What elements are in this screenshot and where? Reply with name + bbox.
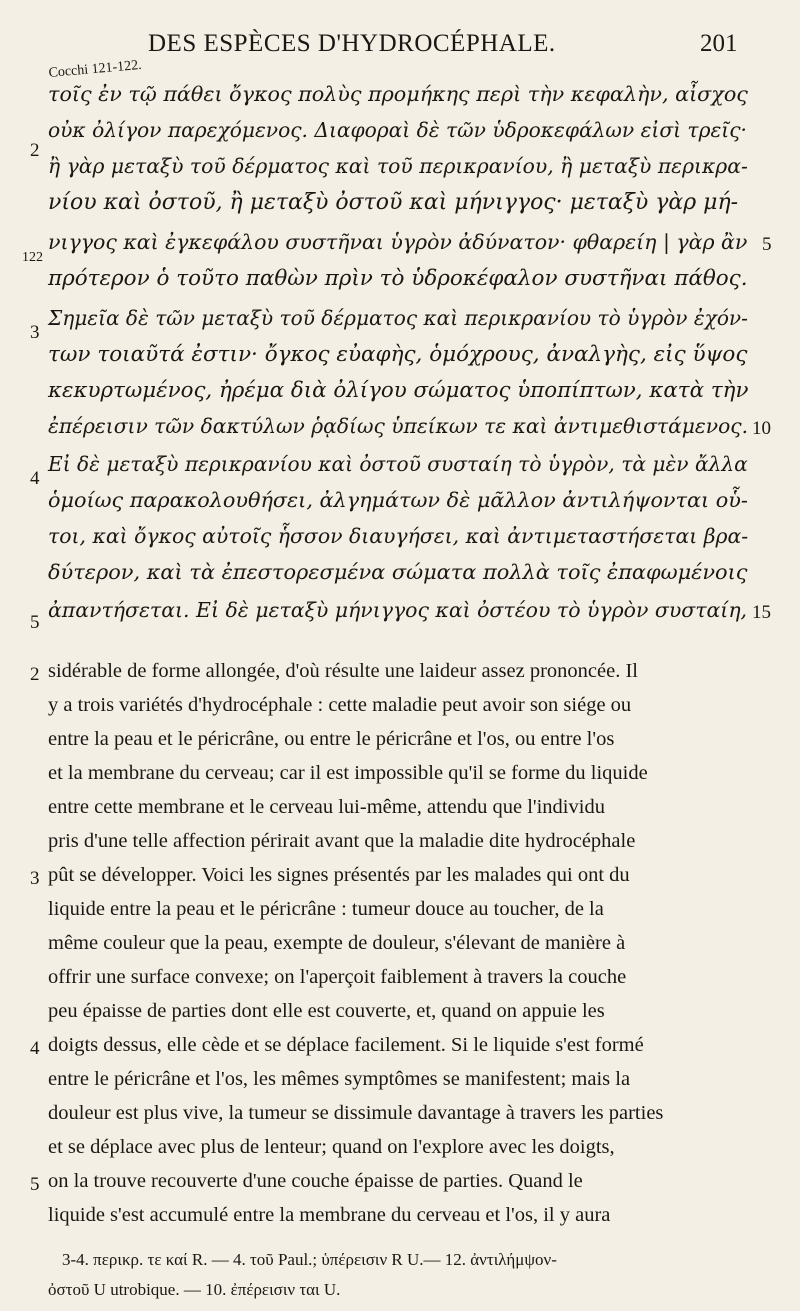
page-header	[0, 30, 800, 62]
french-line: et la membrane du cerveau; car il est impossible qu'il se forme du liquide	[48, 762, 648, 784]
french-section-number: 2	[30, 664, 40, 685]
greek-line: δύτερον, καὶ τὰ ἐπεστορεσμένα σώματα πολλὰ τοῖς ἐπαφωμένοις	[48, 560, 748, 584]
greek-line: νίου καὶ ὀστοῦ, ἢ μεταξὺ ὀστοῦ καὶ μήνιγγος· μεταξὺ γὰρ μή-	[48, 190, 739, 215]
french-line: entre cette membrane et le cerveau lui-même, attendu que l'individu	[48, 796, 605, 818]
greek-section-number: 2	[30, 140, 40, 161]
greek-line: Εἰ δὲ μεταξὺ περικρανίου καὶ ὀστοῦ συσταίη τὸ ὑγρὸν, τὰ μὲν ἄλλα	[48, 452, 748, 476]
french-line: liquide entre la peau et le péricrâne : tumeur douce au toucher, de la	[48, 898, 604, 920]
footnote-line: 3-4. περικρ. τε καί R. — 4. τοῦ Paul.; ὑπέρεισιν R U.— 12. ἀντιλήμψον-	[62, 1250, 557, 1269]
french-line: doigts dessus, elle cède et se déplace facilement. Si le liquide s'est formé	[48, 1034, 644, 1056]
greek-section-number: 4	[30, 468, 40, 489]
french-section-number: 3	[30, 868, 40, 889]
greek-line: ἀπαντήσεται. Εἰ δὲ μεταξὺ μήνιγγος καὶ ὀστέου τὸ ὑγρὸν συσταίη,	[48, 598, 748, 622]
greek-line: τοῖς ἐν τῷ πάθει ὄγκος πολὺς προμήκης περὶ τὴν κεφαλὴν, αἶσχος	[48, 82, 748, 106]
greek-line: Σημεῖα δὲ τῶν μεταξὺ τοῦ δέρματος καὶ περικρανίου τὸ ὑγρὸν ἐχόν-	[48, 306, 748, 330]
french-line: et se déplace avec plus de lenteur; quand on l'explore avec les doigts,	[48, 1136, 615, 1158]
greek-line: ἐπέρεισιν τῶν δακτύλων ῥᾳδίως ὑπείκων τε καὶ ἀντιμεθιστάμενος.	[48, 414, 749, 438]
french-line: sidérable de forme allongée, d'où résulte une laideur assez prononcée. Il	[48, 660, 638, 682]
french-line: entre le péricrâne et l'os, les mêmes symptômes se manifestent; mais la	[48, 1068, 631, 1090]
footnote-line: ὀστοῦ U utrobique. — 10. ἐπέρεισιν ται U.	[48, 1280, 341, 1299]
running-title: DES ESPÈCES D'HYDROCÉPHALE.	[148, 30, 556, 57]
page-break-marker: 122	[22, 250, 43, 265]
greek-line: πρότερον ὁ τοῦτο παθὼν πρὶν τὸ ὑδροκέφαλον συστῆναι πάθος.	[48, 266, 748, 291]
french-section-number: 4	[30, 1038, 40, 1059]
french-line: y a trois variétés d'hydrocéphale : cette maladie peut avoir son siége ou	[48, 694, 632, 716]
french-line: peu épaisse de parties dont elle est couverte, et, quand on appuie les	[48, 1000, 605, 1022]
line-number: 15	[752, 602, 771, 623]
french-line: liquide s'est accumulé entre la membrane du cerveau et l'os, il y aura	[48, 1204, 611, 1226]
line-number: 5	[762, 234, 772, 255]
french-line: offrir une surface convexe; on l'aperçoit faiblement à travers la couche	[48, 966, 627, 988]
greek-line: νιγγος καὶ ἐγκεφάλου συστῆναι ὑγρὸν ἀδύνατον· φθαρείη | γὰρ ἂν	[48, 230, 748, 254]
french-line: entre la peau et le péricrâne, ou entre le péricrâne et l'os, ou entre l'os	[48, 728, 615, 750]
greek-section-number: 5	[30, 612, 40, 633]
french-line: pris d'une telle affection périrait avant que la maladie dite hydrocéphale	[48, 830, 636, 852]
line-number: 10	[752, 418, 771, 439]
greek-line: ἢ γὰρ μεταξὺ τοῦ δέρματος καὶ τοῦ περικρανίου, ἢ μεταξὺ περικρα-	[48, 154, 748, 178]
page-number: 201	[700, 30, 738, 57]
greek-line: κεκυρτωμένος, ἠρέμα διὰ ὀλίγου σώματος ὑποπίπτων, κατὰ τὴν	[48, 378, 749, 403]
greek-line: τοι, καὶ ὄγκος αὐτοῖς ἧσσον διαυγήσει, καὶ ἀντιμεταστήσεται βρα-	[48, 524, 749, 548]
greek-section-number: 3	[30, 322, 40, 343]
french-section-number: 5	[30, 1174, 40, 1195]
french-line: même couleur que la peau, exempte de douleur, s'élevant de manière à	[48, 932, 626, 954]
greek-line: οὐκ ὀλίγον παρεχόμενος. Διαφοραὶ δὲ τῶν ὑδροκεφάλων εἰσὶ τρεῖς·	[48, 118, 747, 142]
french-line: douleur est plus vive, la tumeur se dissimule davantage à travers les parties	[48, 1102, 664, 1124]
source-note: Cocchi 121-122.	[48, 57, 143, 81]
greek-line: των τοιαῦτά ἐστιν· ὄγκος εὐαφὴς, ὁμόχρους, ἀναλγὴς, εἰς ὕψος	[48, 342, 748, 367]
french-line: pût se développer. Voici les signes présentés par les malades qui ont du	[48, 864, 630, 886]
greek-line: ὁμοίως παρακολουθήσει, ἀλγημάτων δὲ μᾶλλον ἀντιλήψονται οὗ-	[48, 488, 748, 512]
french-line: on la trouve recouverte d'une couche épaisse de parties. Quand le	[48, 1170, 583, 1192]
